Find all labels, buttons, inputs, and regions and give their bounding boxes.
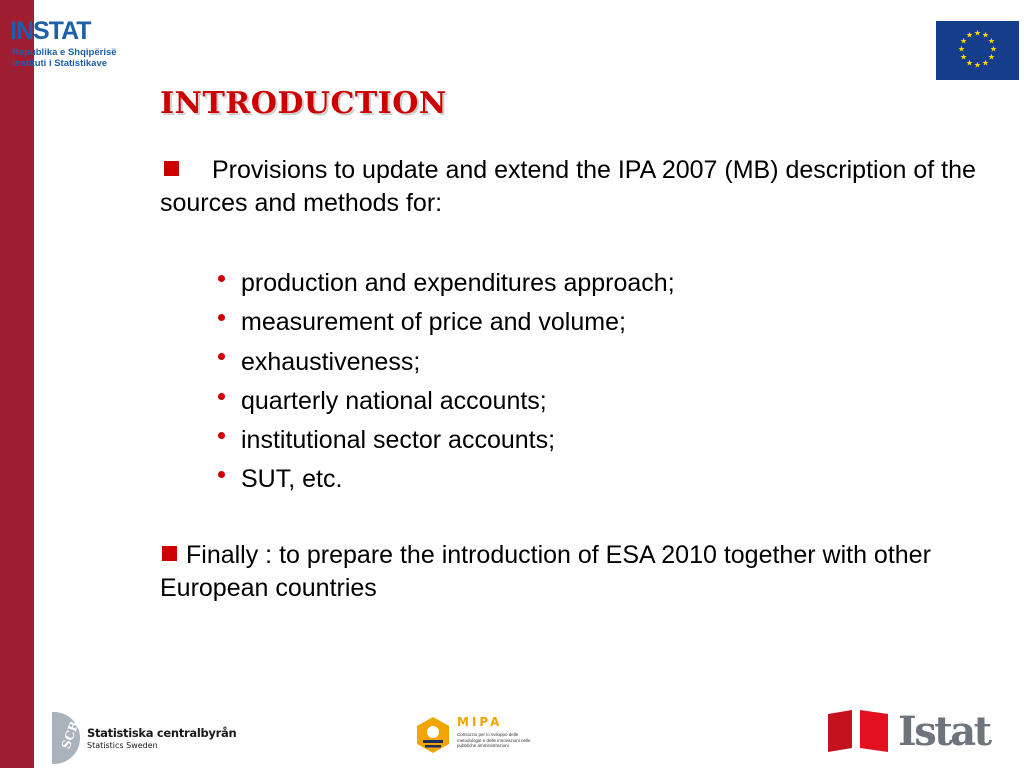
- eu-star-icon: ★: [960, 36, 968, 46]
- eu-star-icon: ★: [973, 60, 982, 70]
- mipa-emblem-icon: [414, 716, 452, 754]
- list-item: [216, 382, 675, 421]
- eu-star-icon: ★: [981, 30, 990, 40]
- list-item-text: institutional sector accounts;: [241, 426, 556, 455]
- instat-country: Republika e Shqipërisë: [12, 47, 117, 58]
- scb-name: Statistiska centralbyrån: [87, 726, 237, 740]
- methods-list: [216, 264, 675, 500]
- bullet-icon: [218, 275, 225, 282]
- list-item: [216, 264, 675, 303]
- list-item-text: quarterly national accounts;: [241, 386, 547, 415]
- mipa-subtitle: Consorzio per lo sviluppo delle metodologie e delle innovazioni nelle pubbliche amministrazioni: [457, 732, 531, 748]
- scb-emblem-icon: [52, 712, 80, 764]
- scb-logo: [52, 712, 252, 766]
- square-bullet-icon: [164, 161, 179, 176]
- mipa-logo: [414, 714, 544, 756]
- list-item-text: measurement of price and volume;: [241, 308, 626, 337]
- eu-star-icon: ★: [987, 36, 995, 46]
- eu-star-icon: ★: [965, 30, 974, 40]
- instat-institute: Instituti i Statistikave: [12, 58, 108, 69]
- left-accent-bar: [0, 0, 34, 768]
- bullet-icon: [218, 432, 225, 439]
- intro-point-text: Provisions to update and extend the IPA 2007 (MB) description of the sources and methods for:: [160, 156, 976, 217]
- final-point: [160, 539, 1000, 605]
- intro-point: [160, 154, 1000, 220]
- bullet-icon: [218, 353, 225, 360]
- list-item-text: production and expenditures approach;: [241, 269, 675, 297]
- eu-star-icon: ★: [973, 28, 982, 38]
- bullet-icon: [218, 314, 225, 321]
- scb-monogram: SCB: [58, 719, 82, 751]
- eu-flag-icon: [936, 21, 1019, 80]
- eu-star-icon: ★: [981, 58, 990, 68]
- list-item: [216, 303, 675, 342]
- list-item: [216, 343, 675, 382]
- list-item-text: exhaustiveness;: [241, 347, 421, 376]
- square-bullet-icon: [162, 546, 177, 561]
- eu-star-icon: ★: [989, 44, 998, 54]
- istat-logo: [826, 708, 990, 758]
- instat-logo: [10, 18, 120, 76]
- bullet-icon: [218, 393, 225, 400]
- istat-wordmark: Istat: [898, 708, 990, 755]
- eu-stars: [936, 21, 1019, 80]
- list-item-text: SUT, etc.: [241, 465, 343, 494]
- final-point-text: Finally : to prepare the introduction of ESA 2010 together with other European countries: [160, 541, 931, 602]
- bullet-icon: [218, 471, 225, 478]
- eu-star-icon: ★: [965, 58, 974, 68]
- list-item: [216, 460, 675, 499]
- instat-wordmark: INSTAT: [10, 17, 91, 45]
- eu-star-icon: ★: [957, 44, 966, 54]
- eu-star-icon: ★: [987, 52, 995, 62]
- scb-subtitle: Statistics Sweden: [87, 741, 158, 750]
- slide-title: INTRODUCTION: [160, 86, 447, 121]
- mipa-wordmark: MIPA: [457, 715, 503, 729]
- eu-star-icon: ★: [960, 52, 968, 62]
- list-item: [216, 421, 675, 460]
- istat-flag-icon: [826, 708, 890, 752]
